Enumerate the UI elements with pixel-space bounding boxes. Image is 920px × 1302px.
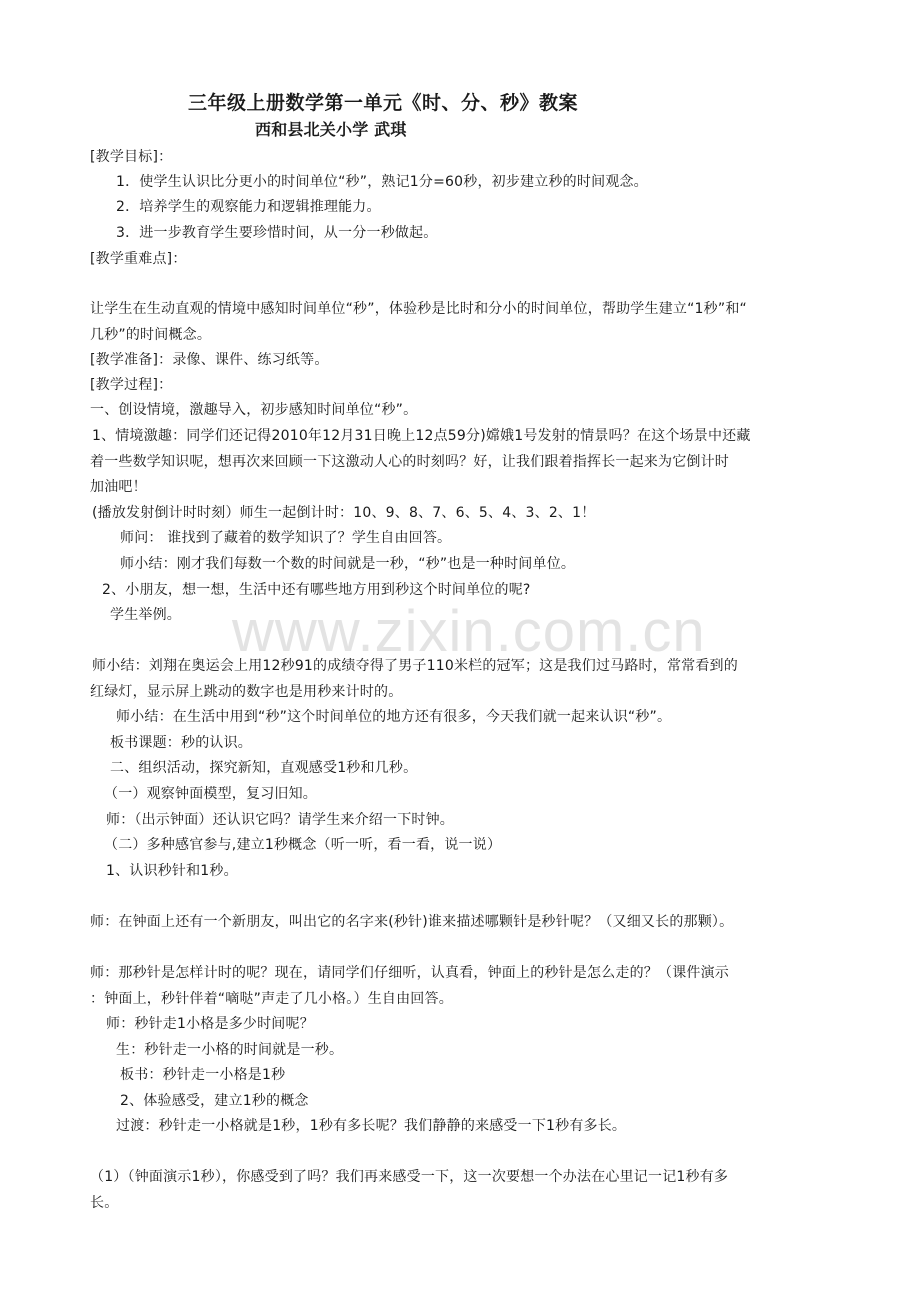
watermark-text: www.zixin.com.cn <box>232 599 706 664</box>
paragraph-line: 生：秒针走一小格的时间就是一秒。 <box>116 1042 344 1058</box>
paragraph-line: 师小结：刘翔在奥运会上用12秒91的成绩夺得了男子110米栏的冠军；这是我们过马路时，常常看到的 <box>92 658 738 674</box>
paragraph-line: 加油吧！ <box>90 479 147 495</box>
step-heading: 一、创设情境，激趣导入，初步感知时间单位“秒”。 <box>90 402 418 418</box>
paragraph-line: 师小结：在生活中用到“秒”这个时间单位的地方还有很多，今天我们就一起来认识“秒”。 <box>116 709 672 725</box>
paragraph-line: 1、认识秒针和1秒。 <box>106 863 238 879</box>
paragraph-line: 红绿灯，显示屏上跳动的数字也是用秒来计时的。 <box>90 684 403 700</box>
paragraph-line: 师问： 谁找到了藏着的数学知识了？学生自由回答。 <box>120 530 452 546</box>
section-heading-key-points: [教学重难点]： <box>90 251 187 267</box>
paragraph-line: 师：那秒针是怎样计时的呢？现在，请同学们仔细听，认真看，钟面上的秒针是怎么走的？（课件演示 <box>90 965 729 981</box>
paragraph-line: 1、情境激趣：同学们还记得2010年12月31日晚上12点59分)嫦娥1号发射的情景吗？在这个场景中还藏 <box>92 428 751 444</box>
paragraph-line: 让学生在生动直观的情境中感知时间单位“秒”，体验秒是比时和分小的时间单位，帮助学生建立“1秒”和“ <box>90 301 747 317</box>
paragraph-line: 着一些数学知识呢，想再次来回顾一下这激动人心的时刻吗？好，让我们跟着指挥长一起来为它倒计时 <box>90 454 729 470</box>
paragraph-line: 2、小朋友，想一想，生活中还有哪些地方用到秒这个时间单位的呢? <box>102 582 531 598</box>
paragraph-line: 长。 <box>90 1195 119 1211</box>
paragraph-line: 过渡：秒针走一小格就是1秒，1秒有多长呢？我们静静的来感受一下1秒有多长。 <box>116 1118 627 1134</box>
paragraph-line: （1）（钟面演示1秒），你感受到了吗？我们再来感受一下，这一次要想一个办法在心里记一记1秒有多 <box>90 1169 729 1185</box>
paragraph-line: 几秒”的时间概念。 <box>90 327 212 343</box>
objective-item: 1．使学生认识比分更小的时间单位“秒”，熟记1分=60秒，初步建立秒的时间观念。 <box>116 174 648 190</box>
paragraph-line: 学生举例。 <box>110 607 181 623</box>
document-author: 西和县北关小学 武琪 <box>255 120 407 139</box>
step-heading: 二、组织活动，探究新知，直观感受1秒和几秒。 <box>110 760 418 776</box>
paragraph-line: 板书课题：秒的认识。 <box>110 735 252 751</box>
paragraph-line: ：钟面上，秒针伴着“嘀哒”声走了几小格。）生自由回答。 <box>90 991 453 1007</box>
paragraph-line: 师：在钟面上还有一个新朋友，叫出它的名字来(秒针)谁来描述哪颗针是秒针呢？（又细又长的那颗）。 <box>90 914 734 930</box>
objective-item: 3．进一步教育学生要珍惜时间，从一分一秒做起。 <box>116 225 438 241</box>
section-heading-objectives: [教学目标]： <box>90 149 173 165</box>
section-heading-process: [教学过程]： <box>90 377 173 393</box>
paragraph-line: (播放发射倒计时时刻）师生一起倒计时：10、9、8、7、6、5、4、3、2、1！ <box>92 505 596 521</box>
paragraph-line: 板书：秒针走一小格是1秒 <box>120 1067 286 1083</box>
sub-step-heading: 2、体验感受，建立1秒的概念 <box>120 1093 309 1109</box>
sub-step-heading: （二）多种感官参与,建立1秒概念（听一听，看一看，说一说） <box>104 837 502 853</box>
section-heading-preparation: [教学准备]：录像、课件、练习纸等。 <box>90 352 329 368</box>
objective-item: 2．培养学生的观察能力和逻辑推理能力。 <box>116 199 381 215</box>
sub-step-heading: （一）观察钟面模型，复习旧知。 <box>104 786 317 802</box>
paragraph-line: 师小结：刚才我们每数一个数的时间就是一秒，“秒”也是一种时间单位。 <box>120 556 576 572</box>
document-title: 三年级上册数学第一单元《时、分、秒》教案 <box>188 92 579 114</box>
paragraph-line: 师：（出示钟面）还认识它吗？请学生来介绍一下时钟。 <box>106 812 454 828</box>
paragraph-line: 师：秒针走1小格是多少时间呢？ <box>106 1016 314 1032</box>
